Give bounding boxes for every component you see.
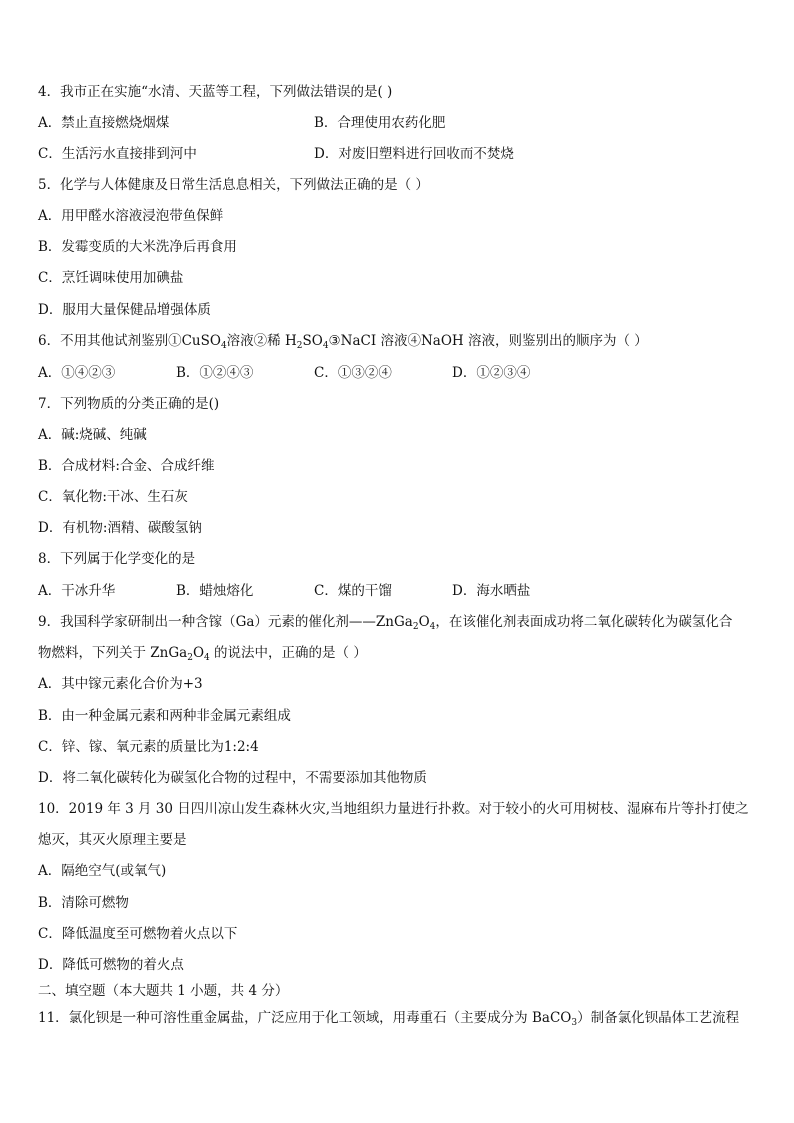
question-5-option-a: A．用甲醛水溶液浸泡带鱼保鲜 bbox=[38, 208, 224, 224]
question-6-option-c: C．①③②④ bbox=[314, 365, 392, 381]
question-6-stem: 6．不用其他试剂鉴别①CuSO$_4$溶液②稀 $H_2SO_4③NaCI$ 溶液④NaOH 溶液，则鉴别出的顺序为（ ） bbox=[38, 333, 648, 351]
question-4-option-b: B．合理使用农药化肥 bbox=[314, 115, 446, 131]
question-9-option-c: C．锌、镓、氧元素的质量比为1:2:4 bbox=[38, 739, 259, 755]
question-9-option-b: B．由一种金属元素和两种非金属元素组成 bbox=[38, 708, 291, 724]
question-4-stem: 4．我市正在实施“水清、天蓝等工程，下列做法错误的是( ) bbox=[38, 84, 393, 100]
question-10-stem-line-1: 10．2019 年 3 月 30 日四川凉山发生森林火灾,当地组织力量进行扑救。对于较小的火可用树枝、湿麻布片等扑打使之 bbox=[38, 801, 749, 817]
question-9-stem-line-1: 9．我国科学家研制出一种含镓（Ga）元素的催化剂$——ZnGa_2O_4$，在该催化剂表面成功将二氧化碳转化为碳氢化合 bbox=[38, 614, 733, 632]
question-4-option-c: C．生活污水直接排到河中 bbox=[38, 146, 197, 162]
question-9-option-d: D．将二氧化碳转化为碳氢化合物的过程中，不需要添加其他物质 bbox=[38, 770, 427, 786]
question-7-option-b: B．合成材料:合金、合成纤维 bbox=[38, 458, 215, 474]
section-heading-fill-in: 二、填空题（本大题共 1 小题，共 4 分） bbox=[38, 983, 289, 999]
question-8-option-a: A．干冰升华 bbox=[38, 583, 116, 599]
question-10-option-b: B．清除可燃物 bbox=[38, 895, 129, 911]
question-10-option-a: A．隔绝空气(或氧气) bbox=[38, 863, 167, 879]
question-7-stem: 7．下列物质的分类正确的是() bbox=[38, 396, 220, 412]
question-5-stem: 5．化学与人体健康及日常生活息息相关，下列做法正确的是（ ） bbox=[38, 177, 429, 193]
question-10-stem-line-2: 熄灭，其灭火原理主要是 bbox=[38, 832, 187, 848]
question-4-option-a: A．禁止直接燃烧烟煤 bbox=[38, 115, 170, 131]
question-7-option-d: D．有机物:酒精、碳酸氢钠 bbox=[38, 520, 202, 536]
question-9-option-a: A．其中镓元素化合价为+3 bbox=[38, 676, 203, 692]
question-7-option-a: A．碱:烧碱、纯碱 bbox=[38, 427, 147, 443]
question-8-option-d: D．海水晒盐 bbox=[452, 583, 531, 599]
question-8-option-c: C．煤的干馏 bbox=[314, 583, 392, 599]
question-11-stem: 11．氯化钡是一种可溶性重金属盐，广泛应用于化工领域，用毒重石（主要成分为 BaCO$_3$）制备氯化钡晶体工艺流程 bbox=[38, 1010, 740, 1028]
question-6-option-b: B．①②④③ bbox=[176, 365, 254, 381]
question-5-option-d: D．服用大量保健品增强体质 bbox=[38, 302, 211, 318]
question-8-option-b: B．蜡烛熔化 bbox=[176, 583, 254, 599]
question-7-option-c: C．氧化物:干冰、生石灰 bbox=[38, 489, 188, 505]
question-8-stem: 8．下列属于化学变化的是 bbox=[38, 551, 196, 567]
question-9-stem-line-2: 物燃料，下列关于 $ZnGa_2O_4$ 的说法中，正确的是（ ） bbox=[38, 645, 367, 663]
question-4-option-d: D．对废旧塑料进行回收而不焚烧 bbox=[314, 146, 514, 162]
question-5-option-b: B．发霉变质的大米洗净后再食用 bbox=[38, 239, 237, 255]
question-6-option-d: D．①②③④ bbox=[452, 365, 531, 381]
question-10-option-d: D．降低可燃物的着火点 bbox=[38, 957, 184, 973]
question-5-option-c: C．烹饪调味使用加碘盐 bbox=[38, 270, 184, 286]
question-10-option-c: C．降低温度至可燃物着火点以下 bbox=[38, 926, 238, 942]
question-6-option-a: A．①④②③ bbox=[38, 365, 116, 381]
